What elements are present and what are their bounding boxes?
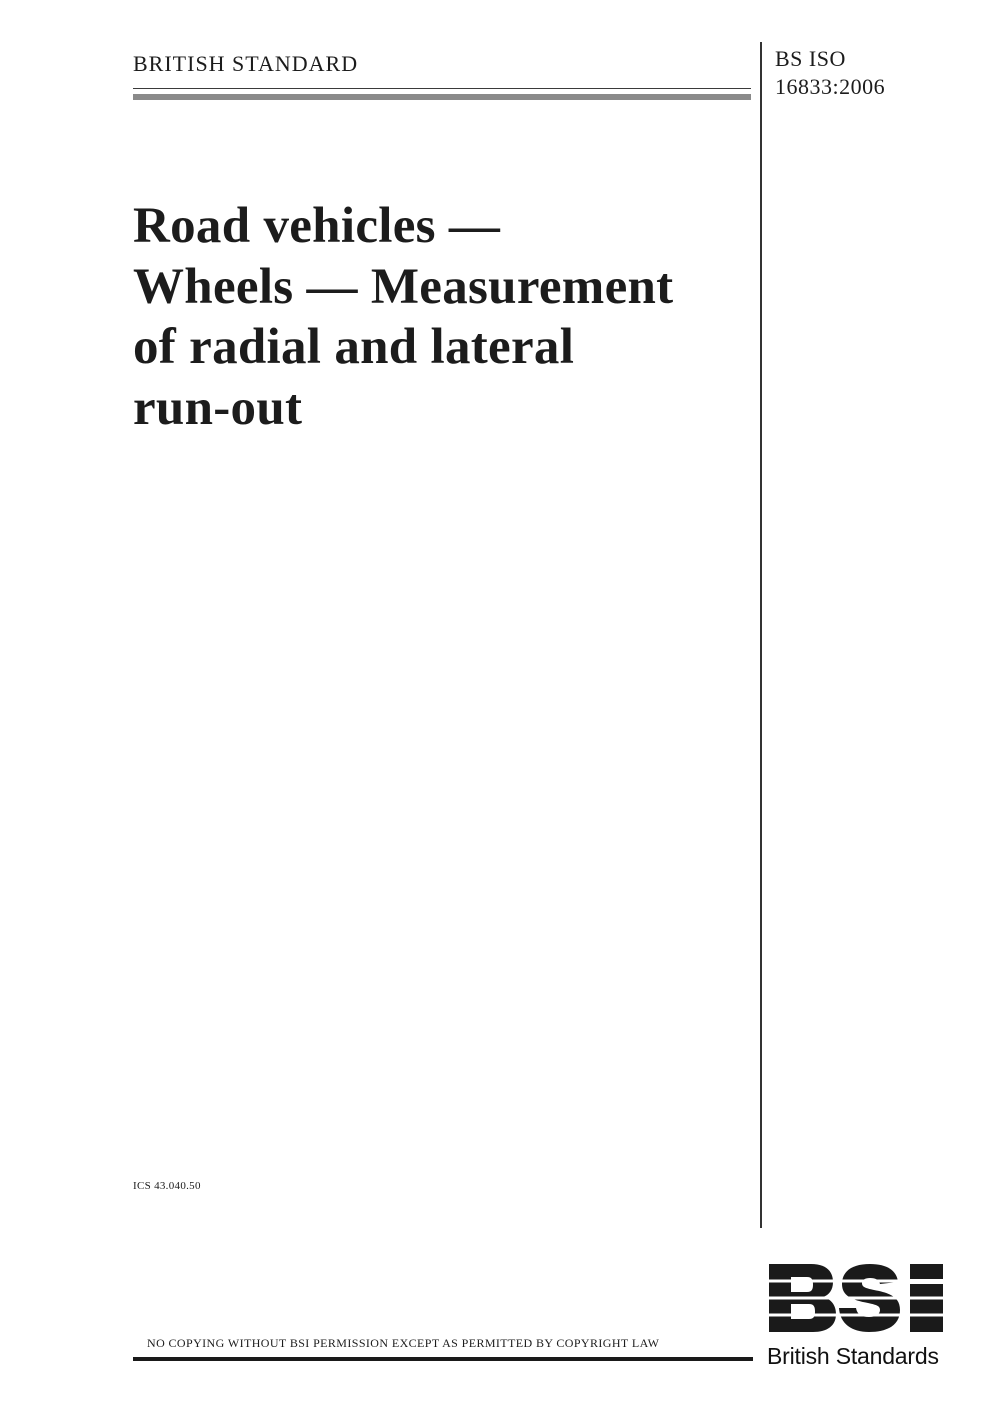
- ics-code: ICS 43.040.50: [133, 1180, 201, 1192]
- standard-number: [775, 45, 885, 101]
- title-line-3: of radial and lateral: [133, 319, 575, 375]
- standard-number-line2: 16833:2006: [775, 74, 886, 99]
- vertical-divider: [760, 42, 762, 1228]
- header-rule-thin: [133, 88, 751, 89]
- document-title: [133, 196, 753, 438]
- footer-rule: [133, 1357, 753, 1361]
- header-label: BRITISH STANDARD: [133, 51, 359, 76]
- copyright-notice: NO COPYING WITHOUT BSI PERMISSION EXCEPT AS PERMITTED BY COPYRIGHT LAW: [147, 1336, 660, 1350]
- standard-number-line1: BS ISO: [775, 46, 846, 71]
- svg-text:BSi: BSi: [767, 1262, 769, 1263]
- bsi-logo: [767, 1262, 945, 1334]
- header-rule-thick: [133, 94, 751, 100]
- title-line-4: run-out: [133, 379, 303, 436]
- title-line-2: Wheels — Measurement: [133, 258, 674, 315]
- title-line-1: Road vehicles —: [133, 198, 501, 254]
- bsi-logo-text: British Standards: [767, 1343, 939, 1369]
